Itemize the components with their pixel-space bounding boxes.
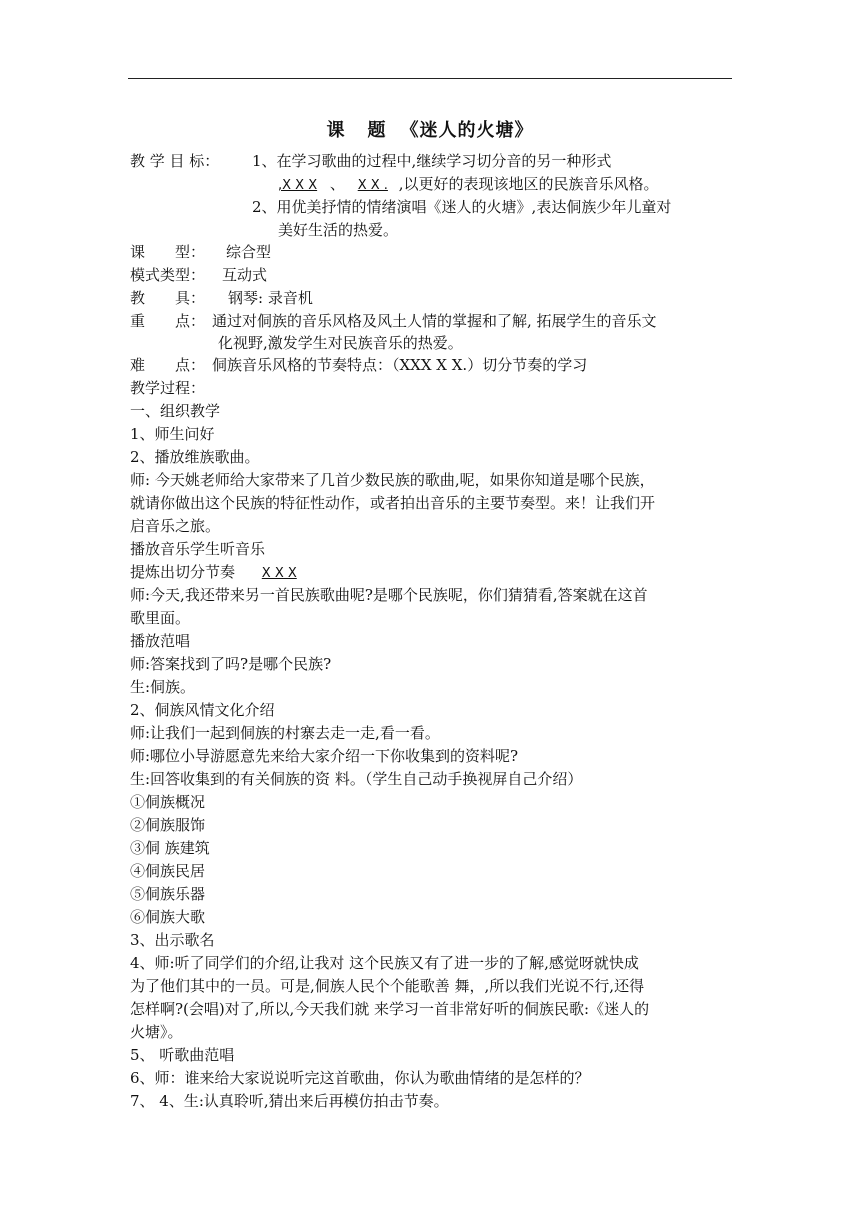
goal-2-continued: 美好生活的热爱。: [278, 221, 399, 239]
body-line: 2、侗族风情文化介绍: [130, 701, 275, 719]
rhythm-line: [130, 561, 297, 585]
body-line: 一、组织教学: [130, 402, 221, 420]
body-line: 师:让我们一起到侗族的村寨去走一走,看一看。: [130, 724, 440, 742]
body-line: 师: 今天姚老师给大家带来了几首少数民族的歌曲,呢，如果你知道是哪个民族，: [130, 471, 655, 489]
title-label-2: 题: [367, 120, 387, 141]
goals-line-1: [130, 150, 611, 173]
tools-label: 教 具：: [130, 289, 206, 307]
body-line: 怎样啊?(会唱)对了,所以,今天我们就 来学习一首非常好听的侗族民歌:《迷人的: [130, 1000, 650, 1018]
difficulty-line: [130, 354, 587, 377]
key-label: 重 点：: [130, 312, 206, 330]
body-line: 1、师生问好: [130, 425, 215, 443]
tools-line: [130, 287, 313, 310]
rhythm-notation-2: X X .: [357, 178, 388, 193]
body-line: 3、出示歌名: [130, 931, 215, 949]
type-line: [130, 241, 271, 264]
body-line: 火塘》。: [130, 1023, 183, 1041]
goals-line-2: [278, 173, 658, 197]
goal-1: 1、在学习歌曲的过程中,继续学习切分音的另一种形式: [252, 152, 612, 170]
difficulty-label: 难 点：: [130, 356, 206, 374]
title-label-1: 课: [326, 120, 346, 141]
list-item: ⑤侗族乐器: [130, 885, 206, 903]
lesson-name: 《迷人的火塘》: [400, 120, 534, 141]
body-line: 播放音乐学生听音乐: [130, 540, 266, 558]
mode-line: [130, 264, 267, 287]
key-value: 通过对侗族的音乐风格及风土人情的掌握和了解, 拓展学生的音乐文: [212, 312, 657, 330]
body-line: 6、师：谁来给大家说说听完这首歌曲，你认为歌曲情绪的是怎样的？: [130, 1069, 590, 1087]
notation-separator: 、: [329, 175, 345, 193]
body-line: 启音乐之旅。: [130, 517, 221, 535]
body-line: 播放范唱: [130, 632, 191, 650]
body-line: 5、 听歌曲范唱: [130, 1046, 235, 1064]
goal-2: 2、用优美抒情的情绪演唱《迷人的火塘》,表达侗族少年儿童对: [252, 198, 672, 216]
body-line: 2、播放维族歌曲。: [130, 448, 260, 466]
lesson-title: [0, 116, 860, 142]
mode-label: 模式类型：: [130, 266, 206, 284]
body-line: 4、师:听了同学们的介绍,让我对 这个民族又有了进一步的了解,感觉呀就快成: [130, 954, 639, 972]
list-item: ③侗 族建筑: [130, 839, 210, 857]
key-line: [130, 310, 657, 333]
body-line: 师:答案找到了吗?是哪个民族?: [130, 655, 332, 673]
list-item: ⑥侗族大歌: [130, 908, 206, 926]
body-line: 7、 4、生:认真聆听,猜出来后再模仿拍击节奏。: [130, 1092, 449, 1110]
body-line: 师:哪位小导游愿意先来给大家介绍一下你收集到的资料呢?: [130, 747, 519, 765]
body-line: 教学过程：: [130, 379, 206, 397]
key-value-continued: 化视野,激发学生对民族音乐的热爱。: [218, 334, 463, 352]
body-line: 歌里面。: [130, 609, 191, 627]
rhythm-notation-3: X X X: [261, 566, 297, 581]
type-value: 综合型: [226, 243, 272, 261]
mode-value: 互动式: [222, 266, 268, 284]
list-item: ④侗族民居: [130, 862, 206, 880]
goals-label: 教 学 目 标：: [130, 152, 220, 170]
goal-1-continued: ,以更好的表现该地区的民族音乐风格。: [398, 175, 659, 193]
body-line: 生:侗族。: [130, 678, 196, 696]
body-line: 就请你做出这个民族的特征性动作，或者拍出音乐的主要节奏型。来！让我们开: [130, 494, 656, 512]
body-line: 生:回答收集到的有关侗族的资 料。（学生自己动手换视屏自己介绍）: [130, 770, 583, 788]
difficulty-value: 侗族音乐风格的节奏特点：（XXX X X.）切分节奏的学习: [212, 356, 588, 374]
list-item: ②侗族服饰: [130, 816, 206, 834]
body-line: 提炼出切分节奏: [130, 563, 236, 581]
header-rule: [128, 78, 732, 79]
list-item: ①侗族概况: [130, 793, 206, 811]
rhythm-notation-1: ,X X X: [278, 178, 318, 193]
tools-value: 钢琴: 录音机: [228, 289, 313, 307]
body-line: 师:今天,我还带来另一首民族歌曲呢?是哪个民族呢，你们猜猜看,答案就在这首: [130, 586, 648, 604]
body-line: 为了他们其中的一员。可是,侗族人民个个能歌善 舞，,所以我们光说不行,还得: [130, 977, 645, 995]
type-label: 课 型：: [130, 243, 206, 261]
